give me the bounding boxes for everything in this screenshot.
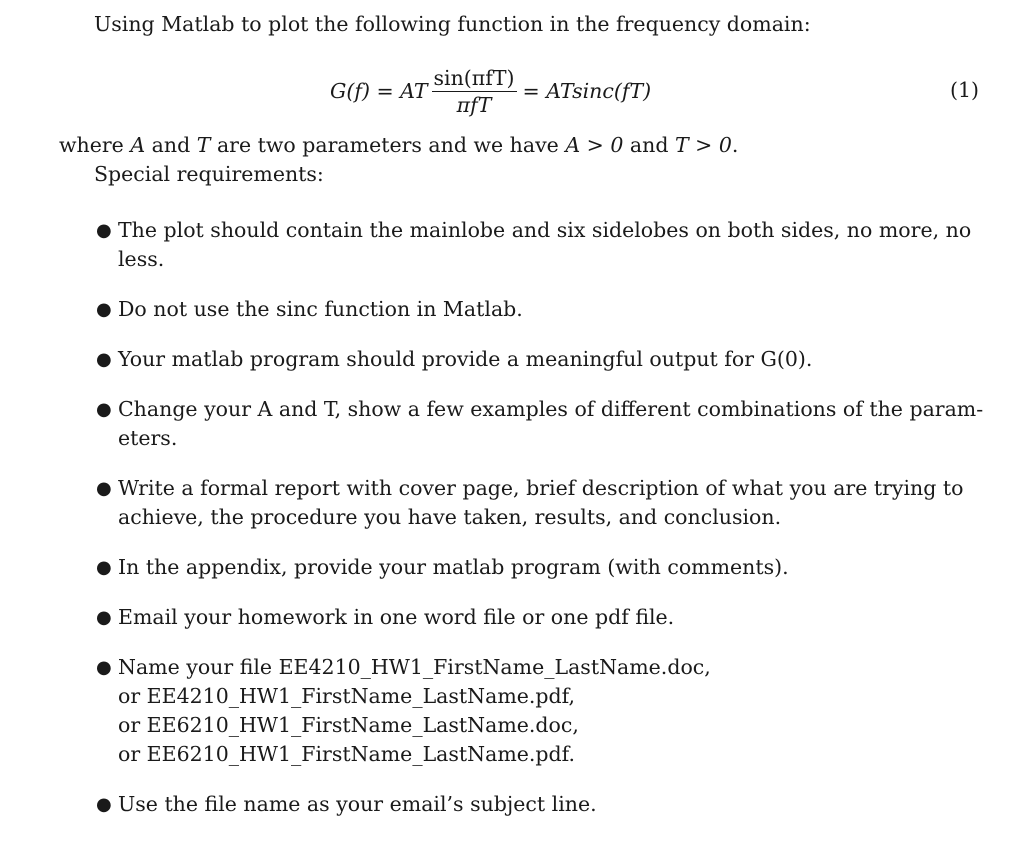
bullet-icon: ● (96, 299, 112, 320)
list-item (0, 216, 1024, 274)
list-item (0, 603, 1024, 632)
equation-fraction (432, 65, 517, 118)
where-part-1: where (59, 133, 131, 157)
where-part-4: and (623, 133, 675, 157)
list-item-line: or EE6210_HW1_FirstName_LastName.pdf. (118, 742, 576, 766)
equation-lhs: G(f) = AT (330, 78, 428, 103)
equation-rhs: = ATsinc(fT) (522, 78, 652, 103)
bullet-icon: ● (96, 557, 112, 578)
bullet-icon: ● (96, 657, 112, 678)
special-requirements-heading: Special requirements: (94, 162, 324, 186)
bullet-icon: ● (96, 399, 112, 420)
list-item-line: Email your homework in one word file or one pdf file. (118, 605, 675, 629)
list-item (0, 345, 1024, 374)
list-item-line: Name your file EE4210_HW1_FirstName_LastName.doc, (118, 655, 711, 679)
equation-body (330, 56, 651, 126)
list-item-line: less. (118, 247, 165, 271)
where-part-2: and (145, 133, 197, 157)
condition-A: A > 0 (565, 133, 624, 157)
equation-block (0, 56, 1024, 126)
list-item-line: or EE4210_HW1_FirstName_LastName.pdf, (118, 684, 576, 708)
list-item (0, 474, 1024, 532)
parameters-sentence (59, 131, 738, 160)
condition-T: T > 0 (674, 133, 732, 157)
bullet-icon: ● (96, 220, 112, 241)
where-part-5: . (731, 133, 739, 157)
list-item (0, 553, 1024, 582)
equation-number: (1) (950, 78, 980, 102)
list-item (0, 790, 1024, 819)
list-item-line: or EE6210_HW1_FirstName_LastName.doc, (118, 713, 579, 737)
list-item-line: Your matlab program should provide a meaningful output for G(0). (118, 347, 813, 371)
equation-denominator: πfT (456, 92, 492, 117)
bullet-icon: ● (96, 349, 112, 370)
bullet-icon: ● (96, 607, 112, 628)
requirements-list (0, 216, 1024, 840)
where-part-3: are two parameters and we have (210, 133, 566, 157)
list-item-line: Use the file name as your email’s subject line. (118, 792, 597, 816)
list-item-line: Write a formal report with cover page, brief description of what you are trying to (118, 476, 964, 500)
equation-numerator: sin(πfT) (433, 65, 515, 90)
list-item (0, 395, 1024, 453)
list-item-line: The plot should contain the mainlobe and six sidelobes on both sides, no more, no (118, 218, 972, 242)
list-item-line: eters. (118, 426, 178, 450)
bullet-icon: ● (96, 794, 112, 815)
list-item-line: In the appendix, provide your matlab program (with comments). (118, 555, 789, 579)
list-item (0, 653, 1024, 769)
list-item-line: achieve, the procedure you have taken, results, and conclusion. (118, 505, 782, 529)
intro-text: Using Matlab to plot the following function in the frequency domain: (94, 12, 811, 36)
list-item-line: Change your A and T, show a few examples of different combinations of the param- (118, 397, 984, 421)
list-item (0, 295, 1024, 324)
symbol-A: A (130, 133, 146, 157)
bullet-icon: ● (96, 478, 112, 499)
list-item-line: Do not use the sinc function in Matlab. (118, 297, 523, 321)
symbol-T: T (196, 133, 211, 157)
